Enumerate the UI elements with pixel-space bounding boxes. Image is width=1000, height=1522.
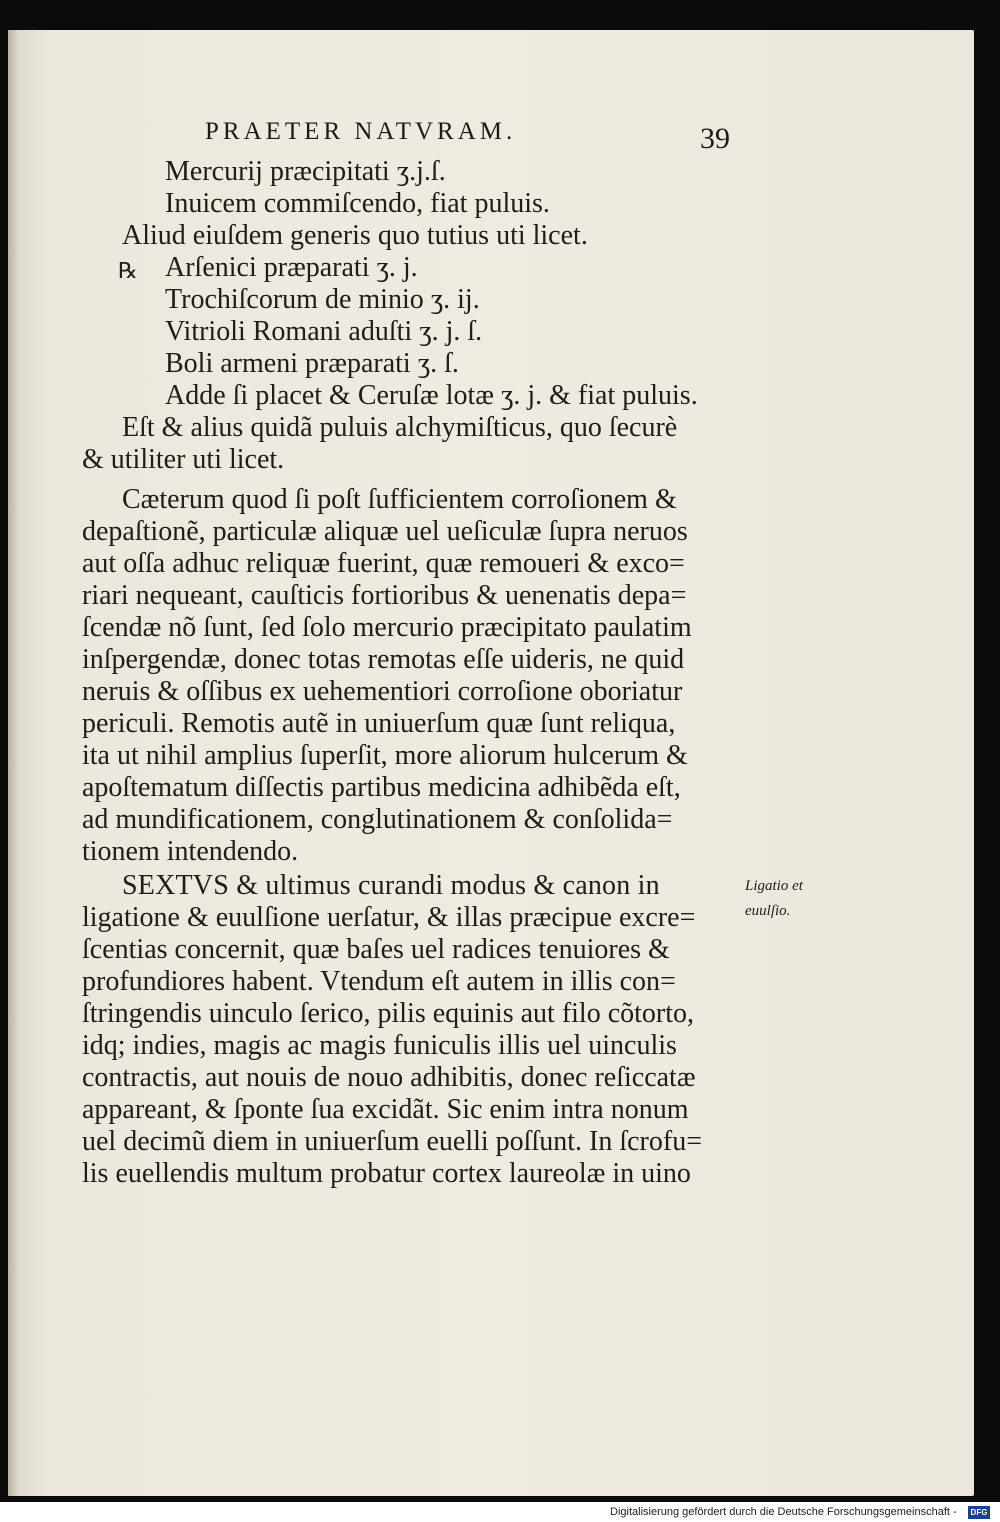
text-line: Boli armeni præparati ʒ. ſ. bbox=[165, 348, 459, 379]
text-line: ad mundificationem, conglutinationem & conſolida= bbox=[82, 804, 673, 835]
text-line: Adde ſi placet & Ceruſæ lotæ ʒ. j. & fiat puluis. bbox=[165, 380, 698, 411]
text-line: neruis & oſſibus ex uehementiori corroſione oboriatur bbox=[82, 676, 683, 707]
text-line: ita ut nihil amplius ſuperſit, more aliorum hulcerum & bbox=[82, 740, 688, 771]
text-line: Vitrioli Romani aduſti ʒ. j. ſ. bbox=[165, 316, 483, 347]
text-line: Cæterum quod ſi poſt ſufficientem corroſionem & bbox=[122, 484, 677, 515]
recipe-symbol: ℞ bbox=[118, 258, 138, 283]
running-head: PRAETER NATVRAM. bbox=[205, 118, 517, 145]
text-line: inſpergendæ, donec totas remotas eſſe uideris, ne quid bbox=[82, 644, 685, 675]
text-line: aut oſſa adhuc reliquæ fuerint, quæ remoueri & exco= bbox=[82, 548, 685, 579]
text-line: uel decimũ diem in uniuerſum euelli poſſunt. In ſcrofu= bbox=[82, 1126, 702, 1157]
text-line: Inuicem commiſcendo, fiat puluis. bbox=[165, 188, 550, 219]
text-line: riari nequeant, cauſticis fortioribus & uenenatis depa= bbox=[82, 580, 687, 611]
marginal-note-line-1: Ligatio et bbox=[745, 878, 803, 894]
text-line: ſcendæ nõ ſunt, ſed ſolo mercurio præcipitato paulatim bbox=[82, 612, 692, 643]
text-line: & utiliter uti licet. bbox=[82, 444, 285, 475]
text-line: ſcentias concernit, quæ baſes uel radices tenuiores & bbox=[82, 934, 670, 965]
digitization-credit: Digitalisierung gefördert durch die Deutsche Forschungsgemeinschaft - bbox=[610, 1506, 957, 1518]
text-line: periculi. Remotis autẽ in uniuerſum quæ ſunt reliqua, bbox=[82, 708, 676, 739]
text-line: apoſtematum diſſectis partibus medicina adhibẽda eſt, bbox=[82, 772, 681, 803]
text-line: Mercurij præcipitati ʒ.j.ſ. bbox=[165, 156, 446, 187]
text-line: profundiores habent. Vtendum eſt autem in illis con= bbox=[82, 966, 676, 997]
text-line: ligatione & euulſione uerſatur, & illas præcipue excre= bbox=[82, 902, 696, 933]
text-line: Trochiſcorum de minio ʒ. ij. bbox=[165, 284, 480, 315]
text-line: Aliud eiuſdem generis quo tutius uti licet. bbox=[122, 220, 588, 251]
marginal-note-line-2: euulſio. bbox=[745, 903, 791, 919]
text-line: Eſt & alius quidã puluis alchymiſticus, quo ſecurè bbox=[122, 412, 678, 443]
text-line: tionem intendendo. bbox=[82, 836, 299, 867]
dfg-logo: DFG bbox=[968, 1506, 990, 1519]
text-line: SEXTVS & ultimus curandi modus & canon in bbox=[122, 870, 660, 901]
page-number: 39 bbox=[700, 122, 730, 155]
text-line: Arſenici præparati ʒ. j. bbox=[165, 252, 418, 283]
text-line: depaſtionẽ, particulæ aliquæ uel ueſiculæ ſupra neruos bbox=[82, 516, 688, 547]
text-line: lis euellendis multum probatur cortex laureolæ in uino bbox=[82, 1158, 691, 1189]
page-gutter-edge bbox=[8, 30, 18, 1496]
text-line: ſtringendis uinculo ſerico, pilis equinis aut filo cõtorto, bbox=[82, 998, 695, 1029]
text-line: contractis, aut nouis de nouo adhibitis, donec reſiccatæ bbox=[82, 1062, 696, 1093]
text-line: idq; indies, magis ac magis funiculis illis uel uinculis bbox=[82, 1030, 677, 1061]
text-line: appareant, & ſponte ſua excidãt. Sic enim intra nonum bbox=[82, 1094, 689, 1125]
